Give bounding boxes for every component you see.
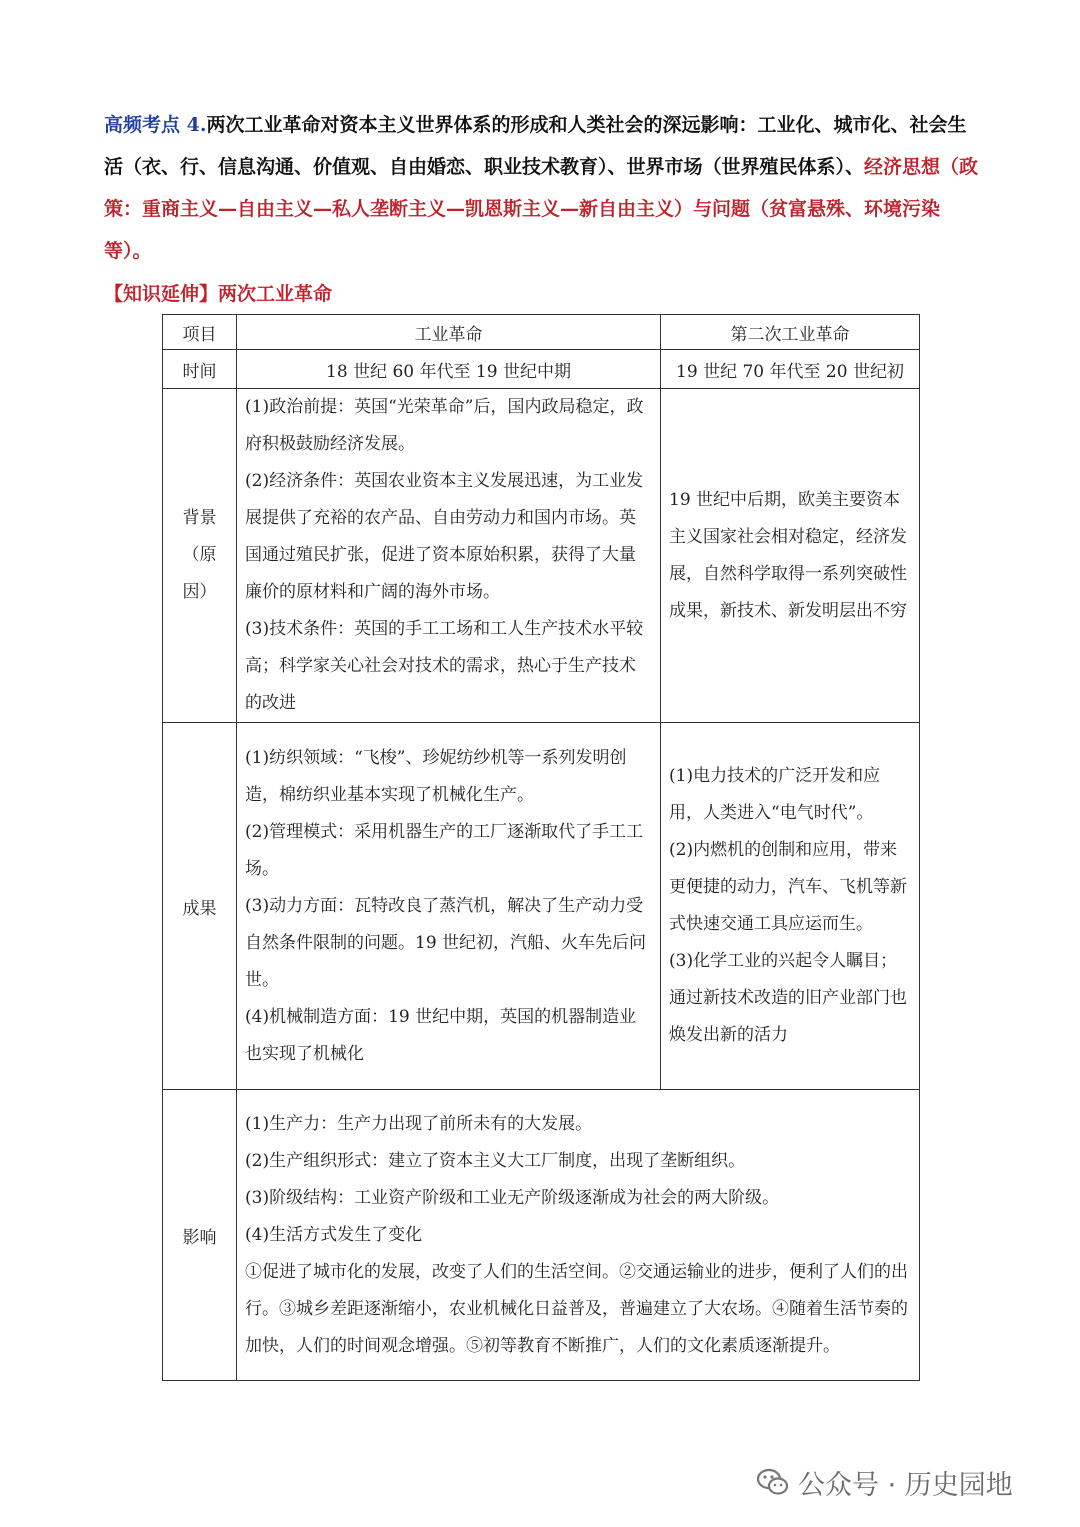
impact-item: (4)生活方式发生了变化 [245, 1224, 423, 1245]
achievements-first-item: (3)动力方面：瓦特改良了蒸汽机，解决了生产动力受自然条件限制的问题。19 世纪初，汽船、火车先后问世。 [245, 895, 647, 990]
achievements-first-item: (4)机械制造方面：19 世纪中期，英国的机器制造业也实现了机械化 [245, 1006, 637, 1064]
row-label-background-line2: （原 [182, 545, 217, 565]
watermark [756, 1462, 1013, 1502]
achievements-second-item: (2)内燃机的创制和应用，带来更便捷的动力，汽车、飞机等新式快速交通工具应运而生。 [669, 840, 907, 934]
table-row-impact [163, 1090, 920, 1381]
extension-title: 【知识延伸】两次工业革命 [104, 283, 333, 305]
achievements-second-item: (1)电力技术的广泛开发和应用，人类进入“电气时代”。 [669, 766, 881, 823]
background-first-item: (3)技术条件：英国的手工工场和工人生产技术水平较高；科学家关心社会对技术的需求，热心于生产技术的改进 [245, 619, 644, 713]
table-row-time [163, 350, 920, 389]
impact-item: ①促进了城市化的发展，改变了人们的生活空间。②交通运输业的进步，便利了人们的出行。③城乡差距逐渐缩小，农业机械化日益普及，普遍建立了大农场。④随着生活节奏的加快，人们的时间观念增强。⑤初等教育不断推广，人们的文化素质逐渐提升。 [245, 1261, 908, 1356]
achievements-first [237, 723, 661, 1090]
background-first [237, 389, 661, 723]
impact-content [237, 1090, 920, 1381]
achievements-first-item: (2)管理模式：采用机器生产的工厂逐渐取代了手工工场。 [245, 821, 644, 879]
row-label-impact: 影响 [163, 1090, 237, 1381]
intro-paragraph [104, 104, 984, 272]
table-row-background [163, 389, 920, 723]
header-first-revolution: 工业革命 [237, 315, 661, 350]
table-header-row [163, 315, 920, 350]
row-label-time: 时间 [163, 350, 237, 389]
impact-item: (1)生产力：生产力出现了前所未有的大发展。 [245, 1113, 593, 1134]
intro-body-highlight: 经济思想（政策：重商主义—自由主义—私人垄断主义—凯恩斯主义—新自由主义）与问题（贫富悬殊、环境污染等）。 [104, 156, 979, 262]
time-first: 18 世纪 60 年代至 19 世纪中期 [237, 350, 661, 389]
achievements-second [661, 723, 920, 1090]
impact-item: (3)阶级结构：工业资产阶级和工业无产阶级逐渐成为社会的两大阶级。 [245, 1187, 780, 1208]
achievements-first-item: (1)纺织领域：“飞梭”、珍妮纺纱机等一系列发明创造，棉纺织业基本实现了机械化生产。 [245, 747, 627, 805]
impact-item: (2)生产组织形式：建立了资本主义大工厂制度，出现了垄断组织。 [245, 1150, 746, 1171]
row-label-background-line3: 因） [182, 582, 217, 602]
background-first-item: (2)经济条件：英国农业资本主义发展迅速，为工业发展提供了充裕的农产品、自由劳动力和国内市场。英国通过殖民扩张，促进了资本原始积累，获得了大量廉价的原材料和广阔的海外市场。 [245, 471, 644, 602]
intro-body: 两次工业革命对资本主义世界体系的形成和人类社会的深远影响：工业化、城市化、社会生活（衣、行、信息沟通、价值观、自由婚恋、职业技术教育）、世界市场（世界殖民体系）、 [104, 114, 967, 178]
header-item: 项目 [163, 315, 237, 350]
watermark-text: 公众号 · 历史园地 [798, 1469, 1013, 1501]
table-row-achievements [163, 723, 920, 1090]
row-label-background [163, 389, 237, 723]
header-second-revolution: 第二次工业革命 [661, 315, 920, 350]
background-first-item: (1)政治前提：英国“光荣革命”后，国内政局稳定，政府积极鼓励经济发展。 [245, 397, 644, 454]
background-second [661, 389, 920, 723]
comparison-table [162, 314, 920, 1381]
wechat-icon [756, 1465, 790, 1499]
achievements-second-item: (3)化学工业的兴起令人瞩目；通过新技术改造的旧产业部门也焕发出新的活力 [669, 951, 907, 1045]
intro-label: 高频考点 4. [104, 114, 207, 136]
background-second-text: 19 世纪中后期，欧美主要资本主义国家社会相对稳定，经济发展，自然科学取得一系列突破性成果，新技术、新发明层出不穷 [669, 489, 907, 621]
row-label-achievements: 成果 [163, 723, 237, 1090]
row-label-background-line1: 背景 [182, 508, 217, 528]
time-second: 19 世纪 70 年代至 20 世纪初 [661, 350, 920, 389]
